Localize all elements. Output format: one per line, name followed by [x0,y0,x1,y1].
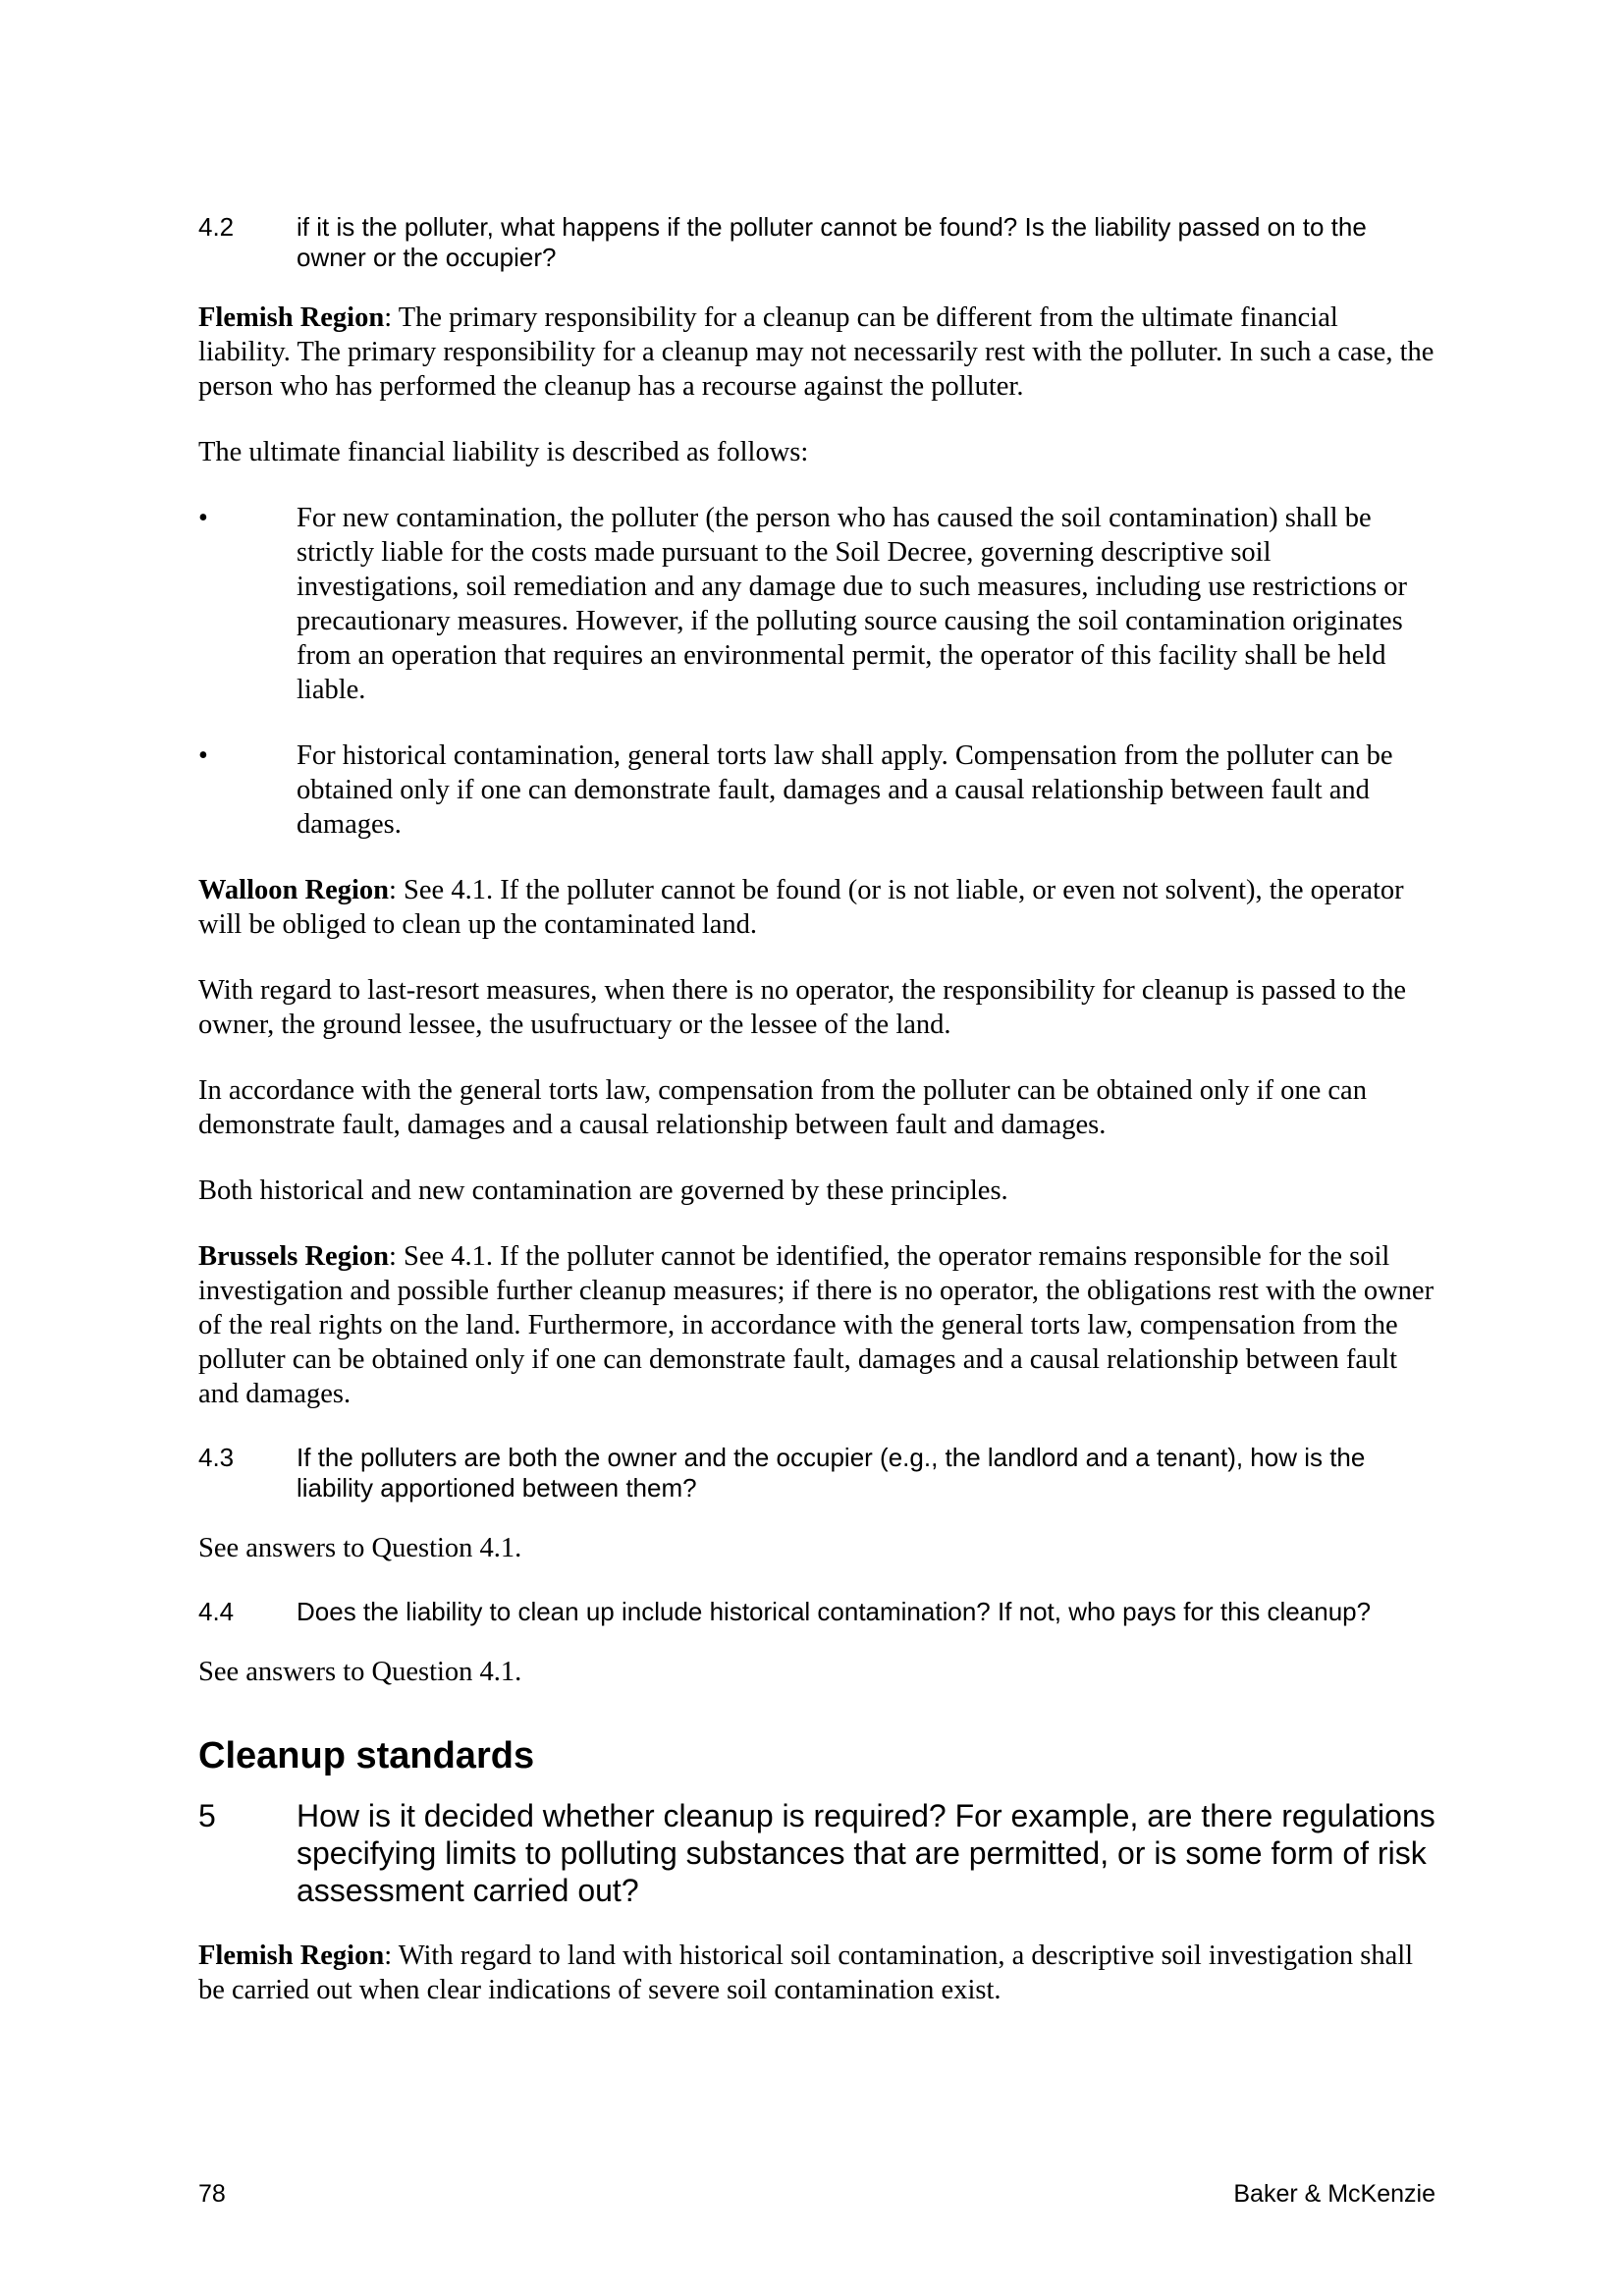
page-footer [198,2180,1435,2209]
paragraph-text: : See 4.1. If the polluter cannot be identified, the operator remains responsible for the soil investigation and possible further cleanup measures; if there is no operator, the obligations rest with the owner of the real rights on the land. Furthermore, in accordance with the general torts law, compensation from the polluter can be obtained only if one can demonstrate fault, damages and a causal relationship between fault and damages. [198,1241,1435,1409]
region-label: Flemish Region [198,302,385,333]
bullet-text: For historical contamination, general torts law shall apply. Compensation from the polluter can be obtained only if one can demonstrate fault, damages and a causal relationship between fault and damages. [297,740,1393,840]
question-text: if it is the polluter, what happens if the polluter cannot be found? Is the liability passed on to the owner or the occupier? [297,212,1367,272]
paragraph-brussels-region [198,1239,1435,1411]
question-4-2 [198,212,1435,273]
question-number: 4.3 [198,1443,235,1472]
question-number: 4.4 [198,1597,235,1626]
paragraph: The ultimate financial liability is described as follows: [198,437,809,467]
region-label: Flemish Region [198,1941,385,1971]
paragraph-text: : See 4.1. If the polluter cannot be found (or is not liable, or even not solvent), the operator will be obliged to clean up the contaminated land. [198,875,1404,940]
paragraph-walloon-region [198,873,1435,942]
region-label: Brussels Region [198,1241,389,1272]
bullet-icon: • [198,503,208,533]
bullet-item [198,738,1435,842]
question-text: If the polluters are both the owner and the occupier (e.g., the landlord and a tenant), how is the liability apportioned between them? [297,1443,1366,1503]
question-number: 4.2 [198,212,235,242]
paragraph: With regard to last-resort measures, when there is no operator, the responsibility for cleanup is passed to the owner, the ground lessee, the usufructuary or the lessee of the land. [198,975,1406,1040]
paragraph: See answers to Question 4.1. [198,1533,522,1563]
page-number: 78 [198,2180,226,2208]
document-page [198,212,1435,2039]
paragraph: In accordance with the general torts law, compensation from the polluter can be obtained only if one can demonstrate fault, damages and a causal relationship between fault and damages. [198,1075,1367,1140]
firm-name: Baker & McKenzie [1233,2180,1435,2208]
question-4-4 [198,1597,1435,1627]
paragraph-text: : The primary responsibility for a cleanup can be different from the ultimate financial liability. The primary responsibility for a cleanup may not necessarily rest with the polluter. In such a case, the person who has performed the cleanup has a recourse against the polluter. [198,302,1435,402]
bullet-icon: • [198,740,208,771]
question-text: Does the liability to clean up include historical contamination? If not, who pays for this cleanup? [297,1597,1372,1626]
region-label: Walloon Region [198,875,389,905]
paragraph: See answers to Question 4.1. [198,1657,522,1687]
question-number: 5 [198,1798,216,1833]
paragraph: Both historical and new contamination are governed by these principles. [198,1175,1008,1206]
question-text: How is it decided whether cleanup is required? For example, are there regulations specifying limits to polluting substances that are permitted, or is some form of risk assessment carried out? [297,1798,1435,1908]
question-4-3 [198,1443,1435,1503]
section-title: Cleanup standards [198,1735,535,1777]
bullet-item [198,501,1435,707]
paragraph-flemish-region [198,301,1435,404]
paragraph-flemish-region [198,1939,1435,2007]
paragraph-text: : With regard to land with historical soil contamination, a descriptive soil investigation shall be carried out when clear indications of severe soil contamination exist. [198,1941,1414,2005]
question-5 [198,1797,1435,1909]
bullet-text: For new contamination, the polluter (the person who has caused the soil contamination) shall be strictly liable for the costs made pursuant to the Soil Decree, governing descriptive soil investigations, soil remediation and any damage due to such measures, including use restrictions or precautionary measures. However, if the polluting source causing the soil contamination originates from an operation that requires an environmental permit, the operator of this facility shall be held liable. [297,503,1408,705]
